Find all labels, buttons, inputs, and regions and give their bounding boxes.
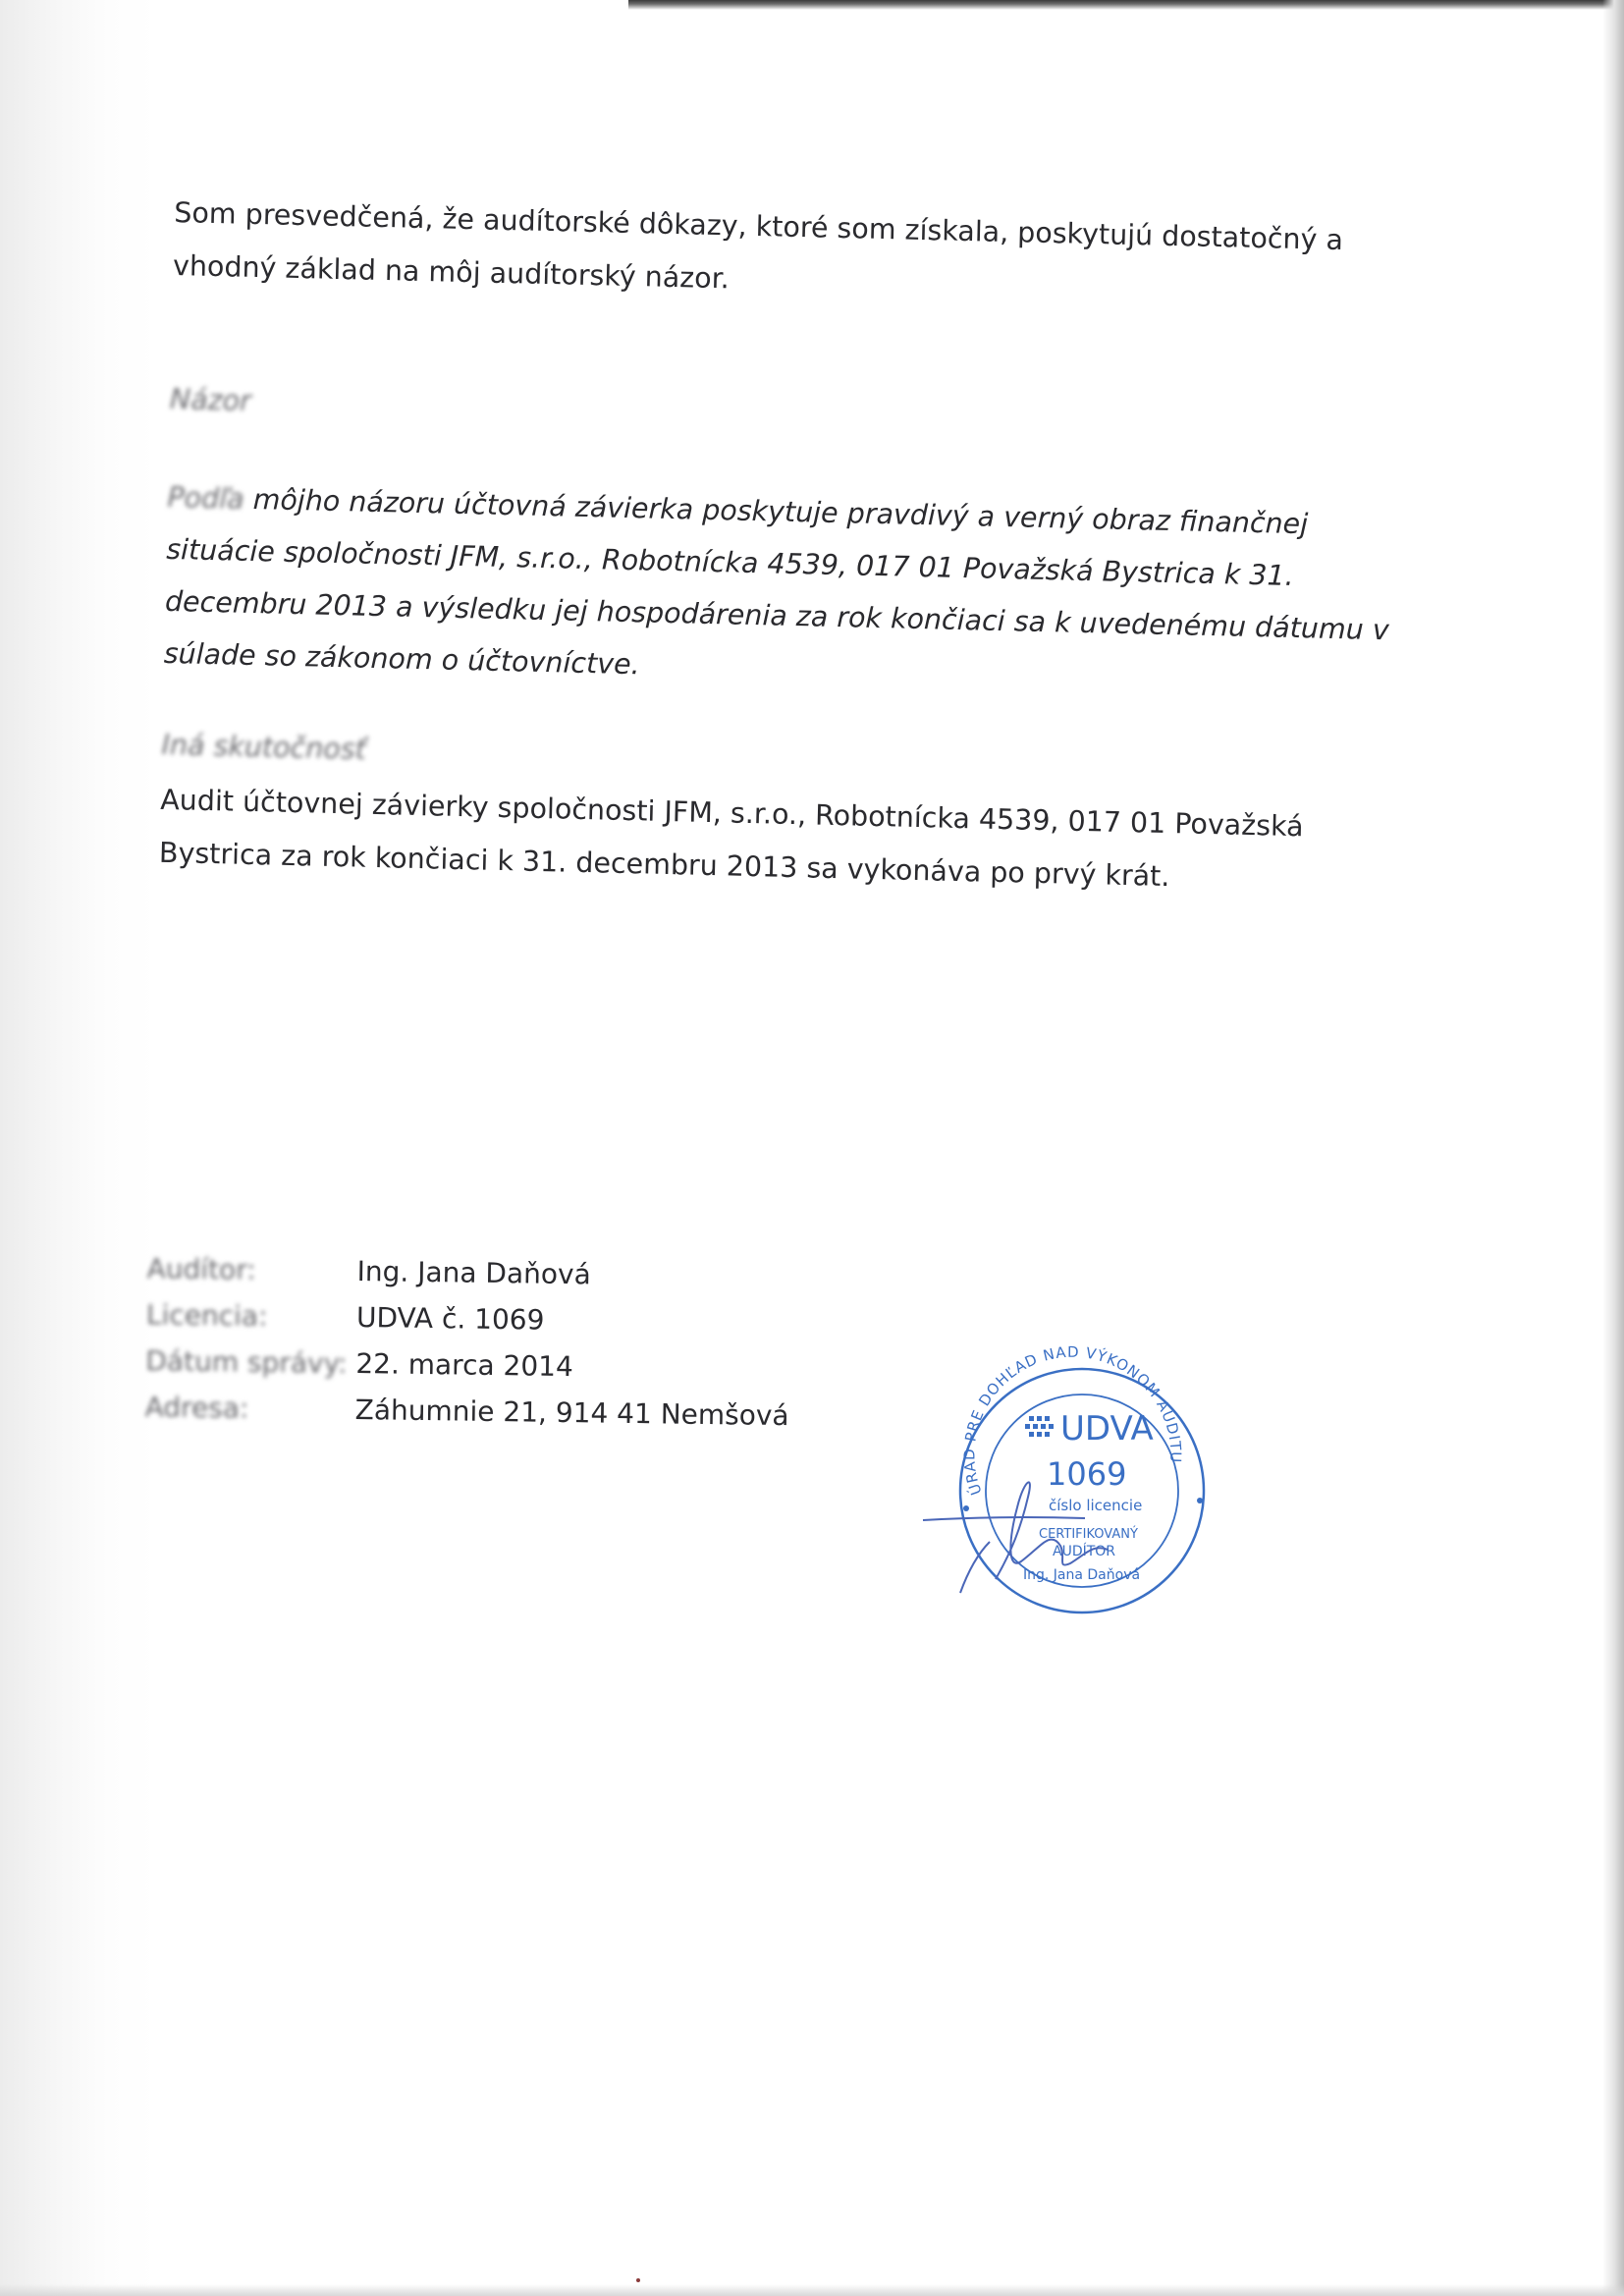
evidence-paragraph: Som presvedčená, že audítorské dôkazy, ktoré som získala, poskytujú dostatočný a vhodný základ na môj audítorský názor. <box>172 195 1344 296</box>
auditor-label: Audítor: <box>146 1251 256 1286</box>
udva-logo-icon <box>1025 1416 1054 1437</box>
report-date-value: 22. marca 2014 <box>355 1346 574 1384</box>
address-value: Záhumnie 21, 914 41 Nemšová <box>354 1393 789 1433</box>
stamp-number-caption: číslo licencie <box>1049 1497 1143 1514</box>
report-date-label: Dátum správy: <box>145 1343 348 1380</box>
opinion-lead-word: Podľa <box>167 480 245 516</box>
report-body <box>158 187 1431 909</box>
scan-speck <box>636 2278 640 2282</box>
address-label: Adresa: <box>144 1390 249 1425</box>
opinion-heading: Názor <box>169 382 252 417</box>
auditor-stamp <box>913 1336 1247 1650</box>
stamp-dot-right <box>1197 1498 1203 1503</box>
license-value: UDVA č. 1069 <box>355 1300 545 1337</box>
scan-bottom-edge <box>0 2284 1624 2296</box>
stamp-dot-left <box>963 1505 969 1511</box>
stamp-name: Ing. Jana Daňová <box>1023 1567 1141 1583</box>
scan-right-edge <box>1602 0 1624 2296</box>
opinion-paragraph <box>163 471 1425 709</box>
scan-top-edge <box>628 0 1624 10</box>
other-matter-heading: Iná skutočnosť <box>161 728 367 766</box>
stamp-number: 1069 <box>1047 1455 1127 1493</box>
auditor-details <box>144 1245 791 1439</box>
auditor-name: Ing. Jana Daňová <box>356 1254 591 1291</box>
other-matter-paragraph: Audit účtovnej závierky spoločnosti JFM, s.r.o., Robotnícka 4539, 017 01 Považská Bystrica za rok končiaci k 31. decembru 2013 sa vykonáva po prvý krát. <box>158 783 1304 894</box>
license-label: Licencia: <box>145 1297 268 1333</box>
stamp-org: UDVA <box>1060 1409 1154 1449</box>
stamp-role-line1: CERTIFIKOVANÝ <box>1039 1527 1138 1542</box>
stamp-ring-text: ÚRAD PRE DOHĽAD NAD VÝKONOM AUDITU <box>960 1342 1185 1498</box>
opinion-text: môjho názoru účtovná závierka poskytuje pravdivý a verný obraz finančnej situácie spoločnosti JFM, s.r.o., Robotnícka 4539, 017 01 Považská Bystrica k 31. decembru 2013 a výsledku jej hospodárenia za rok končiaci sa k uvedenému dátumu v súlade so zákonom o účtovníctve. <box>163 482 1390 682</box>
address-row <box>144 1384 789 1439</box>
stamp-role-line2: AUDÍTOR <box>1053 1544 1116 1559</box>
